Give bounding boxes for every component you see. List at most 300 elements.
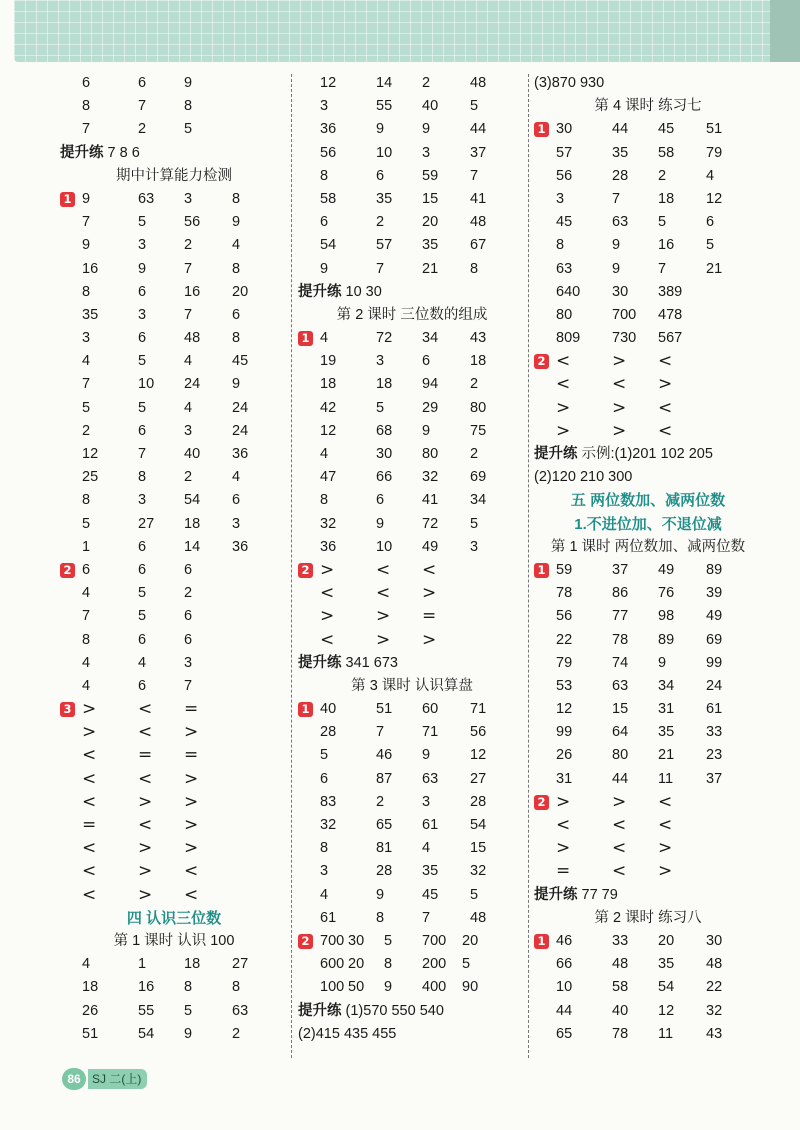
answer-value: 46 bbox=[376, 747, 393, 764]
answer-value: 41 bbox=[470, 190, 487, 207]
extension-practice-answer: 10 30 bbox=[341, 283, 382, 300]
comparison-symbol: < bbox=[376, 583, 391, 604]
answer-value: 49 bbox=[658, 561, 675, 578]
answer-value: 33 bbox=[612, 932, 629, 949]
answer-value: 3 bbox=[376, 353, 385, 370]
answer-value: 9 bbox=[138, 260, 147, 277]
answer-value: 2 bbox=[422, 75, 431, 91]
answer-value: 48 bbox=[470, 214, 487, 231]
answer-value: 45 bbox=[658, 121, 675, 138]
answer-value: 2 bbox=[184, 585, 193, 602]
answer-value: 32 bbox=[470, 863, 487, 880]
extension-practice-label: 提升练 bbox=[298, 283, 342, 300]
question-number-marker: 1 bbox=[298, 331, 313, 346]
answer-value: 25 bbox=[82, 469, 99, 486]
answer-value: 5 bbox=[706, 237, 715, 254]
answer-value: 12 bbox=[82, 446, 99, 462]
answer-value: 56 bbox=[184, 214, 201, 231]
answer-value: 19 bbox=[320, 353, 337, 370]
answer-value: 8 bbox=[384, 956, 393, 973]
answer-column-3 bbox=[534, 72, 762, 1062]
answer-value: 5 bbox=[470, 98, 479, 115]
comparison-symbol: > bbox=[184, 815, 199, 835]
answer-value: 9 bbox=[232, 376, 241, 393]
answer-row bbox=[534, 559, 762, 582]
answer-row bbox=[534, 930, 762, 953]
comparison-symbol: > bbox=[82, 699, 97, 720]
answer-value: 1 bbox=[138, 956, 147, 973]
answer-value: 48 bbox=[706, 956, 723, 973]
answer-value: 18 bbox=[82, 979, 99, 996]
answer-row bbox=[60, 768, 288, 791]
answer-value: 3 bbox=[184, 190, 193, 207]
answer-value: 2 bbox=[184, 237, 193, 254]
answer-row bbox=[534, 837, 762, 860]
answer-value: 12 bbox=[658, 1002, 675, 1019]
answer-value: 8 bbox=[232, 330, 241, 347]
answer-row bbox=[60, 976, 288, 999]
lesson-heading: 第 3 课时 认识算盘 bbox=[351, 677, 473, 694]
answer-value: 20 bbox=[462, 932, 479, 949]
answer-value: 69 bbox=[470, 469, 487, 486]
answer-value: 80 bbox=[612, 747, 629, 764]
answer-row bbox=[298, 860, 526, 883]
answer-value: 43 bbox=[706, 1025, 723, 1042]
answer-value: 100 bbox=[320, 979, 345, 996]
answer-value: 8 bbox=[138, 469, 147, 486]
answer-row bbox=[60, 884, 288, 907]
answer-value: 64 bbox=[612, 724, 629, 741]
answer-value: 29 bbox=[422, 399, 439, 416]
answer-value: 48 bbox=[470, 909, 487, 926]
comparison-symbol: = bbox=[556, 861, 571, 882]
answer-row bbox=[60, 1023, 288, 1046]
answer-value: 5 bbox=[184, 121, 193, 138]
answer-value: 5 bbox=[470, 886, 479, 903]
comparison-symbol: > bbox=[422, 629, 437, 650]
answer-value: 8 bbox=[82, 98, 91, 115]
answer-value: 35 bbox=[612, 144, 629, 161]
answer-row bbox=[60, 675, 288, 698]
answer-value: 44 bbox=[612, 121, 629, 138]
answer-value: 1 bbox=[82, 538, 91, 555]
answer-value: 2 bbox=[184, 469, 193, 486]
extension-practice-line bbox=[534, 443, 762, 466]
extension-practice-answer: 77 79 bbox=[577, 886, 618, 903]
answer-value: 7 bbox=[82, 214, 91, 231]
answer-value: 6 bbox=[138, 283, 147, 300]
answer-value: 478 bbox=[658, 306, 683, 323]
answer-value: 10 bbox=[376, 538, 393, 555]
answer-value: 71 bbox=[422, 724, 439, 741]
answer-row bbox=[60, 118, 288, 141]
comparison-symbol: > bbox=[612, 397, 627, 418]
answer-row bbox=[60, 536, 288, 559]
answer-row bbox=[60, 350, 288, 373]
answer-value: 15 bbox=[470, 840, 487, 857]
answer-value: 9 bbox=[82, 237, 91, 254]
answer-row bbox=[534, 165, 762, 188]
unit-heading: 五 两位数加、减两位数 bbox=[570, 492, 726, 510]
answer-value: 40 bbox=[320, 701, 337, 718]
answer-row bbox=[60, 466, 288, 489]
answer-value: 51 bbox=[376, 701, 393, 718]
answer-value: 5 bbox=[462, 956, 471, 973]
answer-row bbox=[298, 420, 526, 443]
answer-value: 6 bbox=[82, 75, 91, 91]
answer-value: 5 bbox=[138, 399, 147, 416]
comparison-symbol: > bbox=[138, 791, 153, 812]
answer-value: 23 bbox=[706, 747, 723, 764]
extension-practice-line bbox=[534, 466, 762, 489]
answer-value: 89 bbox=[658, 631, 675, 648]
answer-value: 74 bbox=[612, 654, 629, 671]
answer-row bbox=[60, 211, 288, 234]
answer-value: 15 bbox=[612, 701, 629, 718]
answer-value: 49 bbox=[422, 538, 439, 555]
answer-value: 61 bbox=[422, 817, 439, 833]
answer-value: 6 bbox=[138, 422, 147, 439]
answer-value: 2 bbox=[82, 422, 91, 439]
comparison-symbol: < bbox=[82, 838, 97, 859]
answer-value: 9 bbox=[320, 260, 329, 277]
answer-value: 58 bbox=[320, 190, 337, 207]
answer-value: 12 bbox=[470, 747, 487, 764]
answer-value: 60 bbox=[422, 701, 439, 718]
answer-row bbox=[534, 721, 762, 744]
answer-row bbox=[298, 373, 526, 396]
answer-value: 41 bbox=[422, 492, 439, 509]
comparison-symbol: > bbox=[556, 397, 571, 418]
answer-value: 6 bbox=[376, 492, 385, 509]
comparison-symbol: > bbox=[184, 791, 199, 812]
answer-value: 9 bbox=[422, 747, 431, 764]
answer-value: 20 bbox=[348, 956, 365, 973]
extension-practice-line bbox=[298, 281, 526, 304]
answer-value: 389 bbox=[658, 283, 683, 300]
answer-value: 9 bbox=[422, 422, 431, 439]
answer-row bbox=[534, 1023, 762, 1046]
answer-value: 33 bbox=[706, 724, 723, 741]
comparison-symbol: = bbox=[184, 699, 199, 720]
answer-row bbox=[534, 814, 762, 837]
answer-value: 34 bbox=[658, 677, 675, 694]
answer-value: 54 bbox=[320, 237, 337, 254]
answer-row bbox=[60, 860, 288, 883]
comparison-symbol: < bbox=[658, 420, 673, 441]
comparison-symbol: < bbox=[658, 397, 673, 418]
answer-value: 5 bbox=[82, 515, 91, 532]
answer-value: 8 bbox=[82, 283, 91, 300]
answer-value: 78 bbox=[556, 585, 573, 602]
answer-row bbox=[298, 165, 526, 188]
answer-value: 5 bbox=[658, 214, 667, 231]
answer-row bbox=[298, 884, 526, 907]
answer-value: 5 bbox=[184, 1002, 193, 1019]
lesson-heading: 第 1 课时 两位数加、减两位数 bbox=[550, 538, 746, 555]
answer-value: 21 bbox=[706, 260, 723, 277]
comparison-symbol: < bbox=[556, 815, 571, 835]
answer-value: 5 bbox=[138, 353, 147, 370]
answer-value: 45 bbox=[422, 886, 439, 903]
answer-row bbox=[60, 1000, 288, 1023]
answer-row bbox=[298, 443, 526, 466]
answer-value: 9 bbox=[384, 979, 393, 996]
answer-value: 32 bbox=[320, 515, 337, 532]
answer-value: 9 bbox=[658, 654, 667, 671]
answer-value: 79 bbox=[706, 144, 723, 161]
answer-value: 56 bbox=[556, 608, 573, 625]
extension-practice-line bbox=[534, 72, 762, 95]
answer-value: 48 bbox=[612, 956, 629, 973]
answer-row bbox=[534, 327, 762, 350]
answer-value: 9 bbox=[232, 214, 241, 231]
answer-value: 18 bbox=[470, 353, 487, 370]
question-number-marker: 1 bbox=[534, 563, 549, 578]
answer-value: 4 bbox=[82, 654, 91, 671]
answer-value: 10 bbox=[138, 376, 155, 393]
answer-value: 12 bbox=[320, 422, 337, 439]
answer-value: 36 bbox=[232, 446, 249, 462]
answer-value: 30 bbox=[376, 446, 393, 462]
answer-value: 26 bbox=[82, 1002, 99, 1019]
answer-value: 63 bbox=[138, 190, 155, 207]
answer-row bbox=[298, 258, 526, 281]
answer-value: 2 bbox=[658, 167, 667, 184]
answer-value: 4 bbox=[232, 469, 241, 486]
answer-value: 3 bbox=[184, 422, 193, 439]
question-number-marker: 1 bbox=[60, 192, 75, 207]
answer-row bbox=[298, 466, 526, 489]
answer-value: 48 bbox=[184, 330, 201, 347]
answer-row bbox=[298, 142, 526, 165]
answer-value: 72 bbox=[376, 330, 393, 347]
comparison-symbol: = bbox=[422, 606, 437, 627]
page-footer bbox=[62, 1068, 147, 1090]
answer-value: 15 bbox=[422, 190, 439, 207]
answer-row bbox=[534, 258, 762, 281]
answer-value: 67 bbox=[470, 237, 487, 254]
answer-value: 600 bbox=[320, 956, 345, 973]
extension-practice-answer: (1)570 550 540 bbox=[341, 1002, 444, 1019]
answer-value: 22 bbox=[556, 631, 573, 648]
answer-value: 16 bbox=[82, 260, 99, 277]
answer-value: 27 bbox=[232, 956, 249, 973]
answer-row bbox=[534, 976, 762, 999]
answer-value: 54 bbox=[138, 1025, 155, 1042]
answer-value: 44 bbox=[556, 1002, 573, 1019]
comparison-symbol: > bbox=[184, 768, 199, 789]
answer-value: 59 bbox=[556, 561, 573, 578]
lesson-heading: 第 2 课时 练习八 bbox=[594, 909, 702, 926]
question-number-marker: 2 bbox=[298, 563, 313, 578]
answer-value: 6 bbox=[138, 75, 147, 91]
answer-value: 809 bbox=[556, 330, 581, 347]
answer-value: 7 bbox=[82, 376, 91, 393]
answer-value: 2 bbox=[376, 793, 385, 810]
answer-value: 35 bbox=[422, 863, 439, 880]
answer-value: 7 bbox=[612, 190, 621, 207]
comparison-symbol: < bbox=[658, 815, 673, 835]
extension-practice-line bbox=[298, 1000, 526, 1023]
answer-value: 5 bbox=[384, 932, 393, 949]
answer-value: 22 bbox=[706, 979, 723, 996]
comparison-symbol: < bbox=[612, 861, 627, 882]
comparison-symbol: < bbox=[556, 351, 571, 372]
answer-row bbox=[60, 258, 288, 281]
answer-row bbox=[298, 188, 526, 211]
answer-value: 2 bbox=[138, 121, 147, 138]
comparison-symbol: < bbox=[184, 861, 199, 882]
answer-row bbox=[60, 95, 288, 118]
answer-value: 80 bbox=[470, 399, 487, 416]
answer-value: 7 bbox=[422, 909, 431, 926]
answer-value: 4 bbox=[184, 399, 193, 416]
answer-value: 34 bbox=[422, 330, 439, 347]
answer-value: 66 bbox=[376, 469, 393, 486]
answer-row bbox=[60, 721, 288, 744]
answer-row bbox=[298, 814, 526, 837]
answer-row bbox=[298, 234, 526, 257]
answer-value: 59 bbox=[422, 167, 439, 184]
answer-value: 4 bbox=[320, 886, 329, 903]
answer-value: 28 bbox=[320, 724, 337, 741]
answer-value: 54 bbox=[470, 817, 487, 833]
answer-row bbox=[298, 976, 526, 999]
answer-row bbox=[534, 211, 762, 234]
answer-value: 32 bbox=[422, 469, 439, 486]
answer-value: 700 bbox=[612, 306, 637, 323]
answer-value: 7 bbox=[184, 677, 193, 694]
answer-value: 18 bbox=[658, 190, 675, 207]
question-number-marker: 2 bbox=[60, 563, 75, 578]
answer-row bbox=[534, 281, 762, 304]
answer-value: 36 bbox=[232, 538, 249, 555]
comparison-symbol: > bbox=[658, 374, 673, 395]
answer-value: 3 bbox=[138, 306, 147, 323]
comparison-symbol: = bbox=[82, 815, 97, 835]
answer-row bbox=[298, 397, 526, 420]
answer-row bbox=[60, 605, 288, 628]
comparison-symbol: < bbox=[82, 884, 97, 905]
comparison-symbol: > bbox=[612, 420, 627, 441]
extension-practice-label: 提升练 bbox=[534, 886, 578, 903]
answer-value: 3 bbox=[470, 538, 479, 555]
question-number-marker: 1 bbox=[534, 934, 549, 949]
comparison-symbol: < bbox=[138, 722, 153, 743]
answer-row bbox=[534, 953, 762, 976]
answer-value: 63 bbox=[556, 260, 573, 277]
answer-row bbox=[298, 582, 526, 605]
answer-value: 65 bbox=[376, 817, 393, 833]
answer-value: 56 bbox=[320, 144, 337, 161]
answer-value: 72 bbox=[422, 515, 439, 532]
answer-value: 69 bbox=[706, 631, 723, 648]
answer-value: 65 bbox=[556, 1025, 573, 1042]
answer-value: 80 bbox=[422, 446, 439, 462]
answer-value: 35 bbox=[658, 724, 675, 741]
answer-row bbox=[298, 907, 526, 930]
answer-row bbox=[60, 373, 288, 396]
answer-value: 66 bbox=[556, 956, 573, 973]
comparison-symbol: > bbox=[82, 722, 97, 743]
comparison-symbol: < bbox=[320, 583, 335, 604]
answer-value: 8 bbox=[82, 631, 91, 648]
answer-row bbox=[298, 118, 526, 141]
answer-row bbox=[534, 397, 762, 420]
answer-value: 8 bbox=[184, 98, 193, 115]
comparison-symbol: < bbox=[320, 629, 335, 650]
answer-value: 9 bbox=[612, 237, 621, 254]
answer-value: 89 bbox=[706, 561, 723, 578]
answer-value: 8 bbox=[376, 909, 385, 926]
answer-value: 3 bbox=[138, 492, 147, 509]
answer-value: 45 bbox=[232, 353, 249, 370]
answer-row bbox=[298, 837, 526, 860]
comparison-symbol: < bbox=[658, 351, 673, 372]
comparison-symbol: < bbox=[138, 768, 153, 789]
comparison-symbol: < bbox=[138, 815, 153, 835]
lesson-heading: 第 1 课时 认识 100 bbox=[113, 932, 235, 949]
answer-value: 9 bbox=[82, 190, 91, 207]
answer-value: 8 bbox=[470, 260, 479, 277]
lesson-heading: 第 4 课时 练习七 bbox=[594, 98, 702, 115]
answer-value: 567 bbox=[658, 330, 683, 347]
answer-value: 18 bbox=[376, 376, 393, 393]
answer-value: 46 bbox=[556, 932, 573, 949]
answer-value: 14 bbox=[376, 75, 393, 91]
answer-value: 50 bbox=[348, 979, 365, 996]
answer-value: 24 bbox=[232, 399, 249, 416]
answer-row bbox=[60, 234, 288, 257]
answer-value: 43 bbox=[470, 330, 487, 347]
extension-practice-line bbox=[298, 1023, 526, 1046]
answer-value: 40 bbox=[422, 98, 439, 115]
answer-value: 3 bbox=[422, 793, 431, 810]
column-divider bbox=[528, 74, 529, 1058]
answer-value: 4 bbox=[184, 353, 193, 370]
answer-value: 14 bbox=[184, 538, 201, 555]
answer-value: 6 bbox=[82, 561, 91, 578]
answer-value: 61 bbox=[706, 701, 723, 718]
answer-value: 4 bbox=[232, 237, 241, 254]
answer-row bbox=[298, 559, 526, 582]
answer-row bbox=[534, 744, 762, 767]
answer-value: 8 bbox=[232, 190, 241, 207]
answer-value: 5 bbox=[138, 608, 147, 625]
answer-value: 7 bbox=[376, 260, 385, 277]
answer-value: 55 bbox=[376, 98, 393, 115]
answer-row bbox=[534, 142, 762, 165]
comparison-symbol: < bbox=[612, 374, 627, 395]
comparison-symbol: < bbox=[82, 861, 97, 882]
extension-practice-label: 提升练 bbox=[60, 144, 104, 161]
column-divider bbox=[291, 74, 292, 1058]
answer-value: 5 bbox=[138, 585, 147, 602]
answer-row bbox=[60, 281, 288, 304]
question-number-marker: 3 bbox=[60, 702, 75, 717]
answer-value: 4 bbox=[320, 330, 329, 347]
answer-value: 47 bbox=[320, 469, 337, 486]
answer-value: 6 bbox=[138, 631, 147, 648]
answer-row bbox=[298, 513, 526, 536]
answer-value: 35 bbox=[422, 237, 439, 254]
answer-row bbox=[298, 698, 526, 721]
header-grid-band bbox=[14, 0, 786, 62]
answer-value: 2 bbox=[470, 446, 479, 462]
answer-row bbox=[298, 605, 526, 628]
extension-practice-line bbox=[298, 652, 526, 675]
